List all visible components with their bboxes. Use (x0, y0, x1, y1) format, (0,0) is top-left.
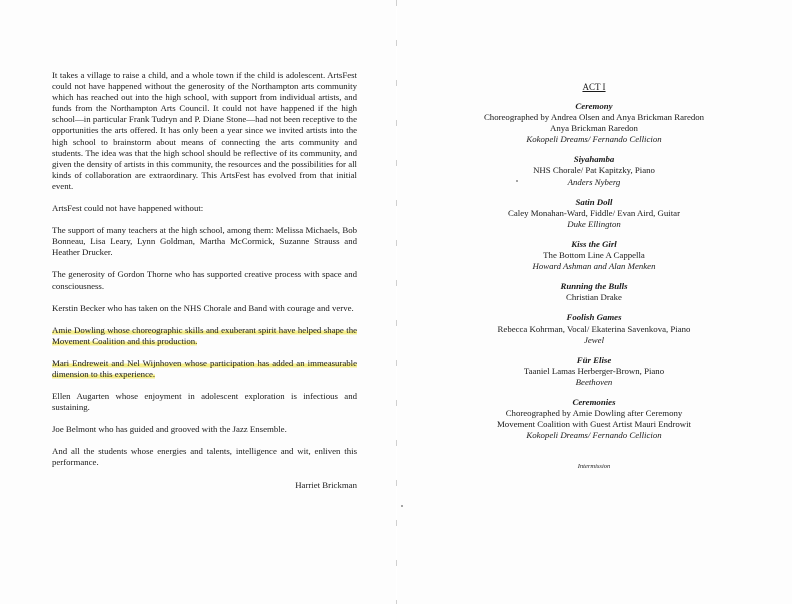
program-item (457, 239, 731, 272)
piece-performers: The Bottom Line A Cappella (543, 250, 645, 261)
thorne-paragraph: The generosity of Gordon Thorne who has supported creative process with space and consciousness. (52, 269, 357, 291)
teachers-paragraph: The support of many teachers at the high school, among them: Melissa Michaels, Bob Bonneau, Lisa Leary, Lynn Goldman, Martha McCormick, Suzanne Strauss and Heather Drucker. (52, 225, 357, 258)
program-item (457, 197, 731, 230)
endreweit-highlight: Mari Endreweit and Nel Wijnhoven whose participation has added an immeasurable dimension to this experience. (52, 357, 357, 379)
program-list (457, 101, 731, 450)
program-item (457, 397, 731, 441)
piece-performers: Choreographed by Andrea Olsen and Anya Brickman Raredon (483, 112, 705, 123)
piece-performers: Caley Monahan-Ward, Fiddle/ Evan Aird, Guitar (507, 207, 680, 218)
piece-performers: Christian Drake (566, 292, 622, 303)
students-paragraph: And all the students whose energies and talents, intelligence and wit, enliven this performance. (52, 446, 357, 468)
program-item (457, 154, 731, 187)
piece-performers: Choreographed by Amie Dowling after Ceremony (505, 408, 683, 419)
becker-paragraph: Kerstin Becker who has taken on the NHS Chorale and Band with courage and verve. (52, 302, 354, 313)
act-title: ACT I (582, 82, 606, 92)
piece-title: Ceremonies (572, 396, 616, 407)
program-item (457, 281, 731, 303)
piece-performers: NHS Chorale/ Pat Kapitzky, Piano (533, 165, 655, 176)
piece-composer: Kokopeli Dreams/ Fernando Cellicion (526, 134, 662, 145)
piece-title: Running the Bulls (560, 281, 628, 292)
intro-paragraph: It takes a village to raise a child, and a whole town if the child is adolescent. ArtsFest could not have happened without the generosity of the Northampton arts community which has reached out into the high school, with support from individual artists, and funds from the Northampton Arts Council. It could not have happened if the high school—in particular Frank Tudryn and P. Diane Stone—had not been receptive to the opportunities the arts offered. It has only been a year since we invited artists into the high school to brainstorm about means of connecting the arts community and students. The idea was that the high school should be reflective of its community, and given the density of artists in this community, the resources and the possibilities for all kinds of collaboration are extraordinary. This ArtsFest has evolved from that initial event. (52, 70, 357, 191)
paper-speck (516, 180, 518, 182)
piece-composer: Howard Ashman and Alan Menken (532, 261, 656, 272)
page-fold (396, 0, 397, 604)
piece-title: Foolish Games (566, 312, 622, 323)
piece-performers: Anya Brickman Raredon (550, 123, 638, 134)
dowling-highlight: Amie Dowling whose choreographic skills and exuberant spirit have helped shape the Movement Coalition and this production. (52, 324, 357, 346)
augarten-paragraph: Ellen Augarten whose enjoyment in adolescent exploration is infectious and sustaining. (52, 391, 357, 413)
signature: Harriet Brickman (295, 479, 357, 490)
without-heading: ArtsFest could not have happened without: (52, 203, 204, 214)
program-item (457, 101, 731, 145)
intermission-label: Intermission (577, 463, 611, 470)
piece-performers: Taaniel Lamas Herberger-Brown, Piano (523, 365, 665, 376)
piece-composer: Anders Nyberg (567, 176, 621, 187)
piece-composer: Duke Ellington (567, 218, 621, 229)
program-item (457, 312, 731, 345)
piece-composer: Jewel (583, 334, 605, 345)
piece-title: Siyahamba (573, 154, 615, 165)
piece-performers: Movement Coalition with Guest Artist Mauri Endrowit (496, 419, 691, 430)
piece-performers: Rebecca Kohrman, Vocal/ Ekaterina Savenkova, Piano (497, 323, 691, 334)
piece-composer: Kokopeli Dreams/ Fernando Cellicion (526, 430, 662, 441)
piece-composer: Beethoven (575, 376, 613, 387)
piece-title: Satin Doll (575, 196, 613, 207)
piece-title: Ceremony (575, 101, 613, 111)
program-item (457, 355, 731, 388)
endreweit-paragraph (52, 358, 357, 380)
belmont-paragraph: Joe Belmont who has guided and grooved with the Jazz Ensemble. (52, 424, 287, 435)
acknowledgements-text (52, 70, 357, 491)
dowling-paragraph (52, 325, 357, 347)
paper-speck (401, 505, 403, 507)
piece-title: Für Elise (576, 354, 612, 365)
piece-title: Kiss the Girl (571, 238, 617, 249)
